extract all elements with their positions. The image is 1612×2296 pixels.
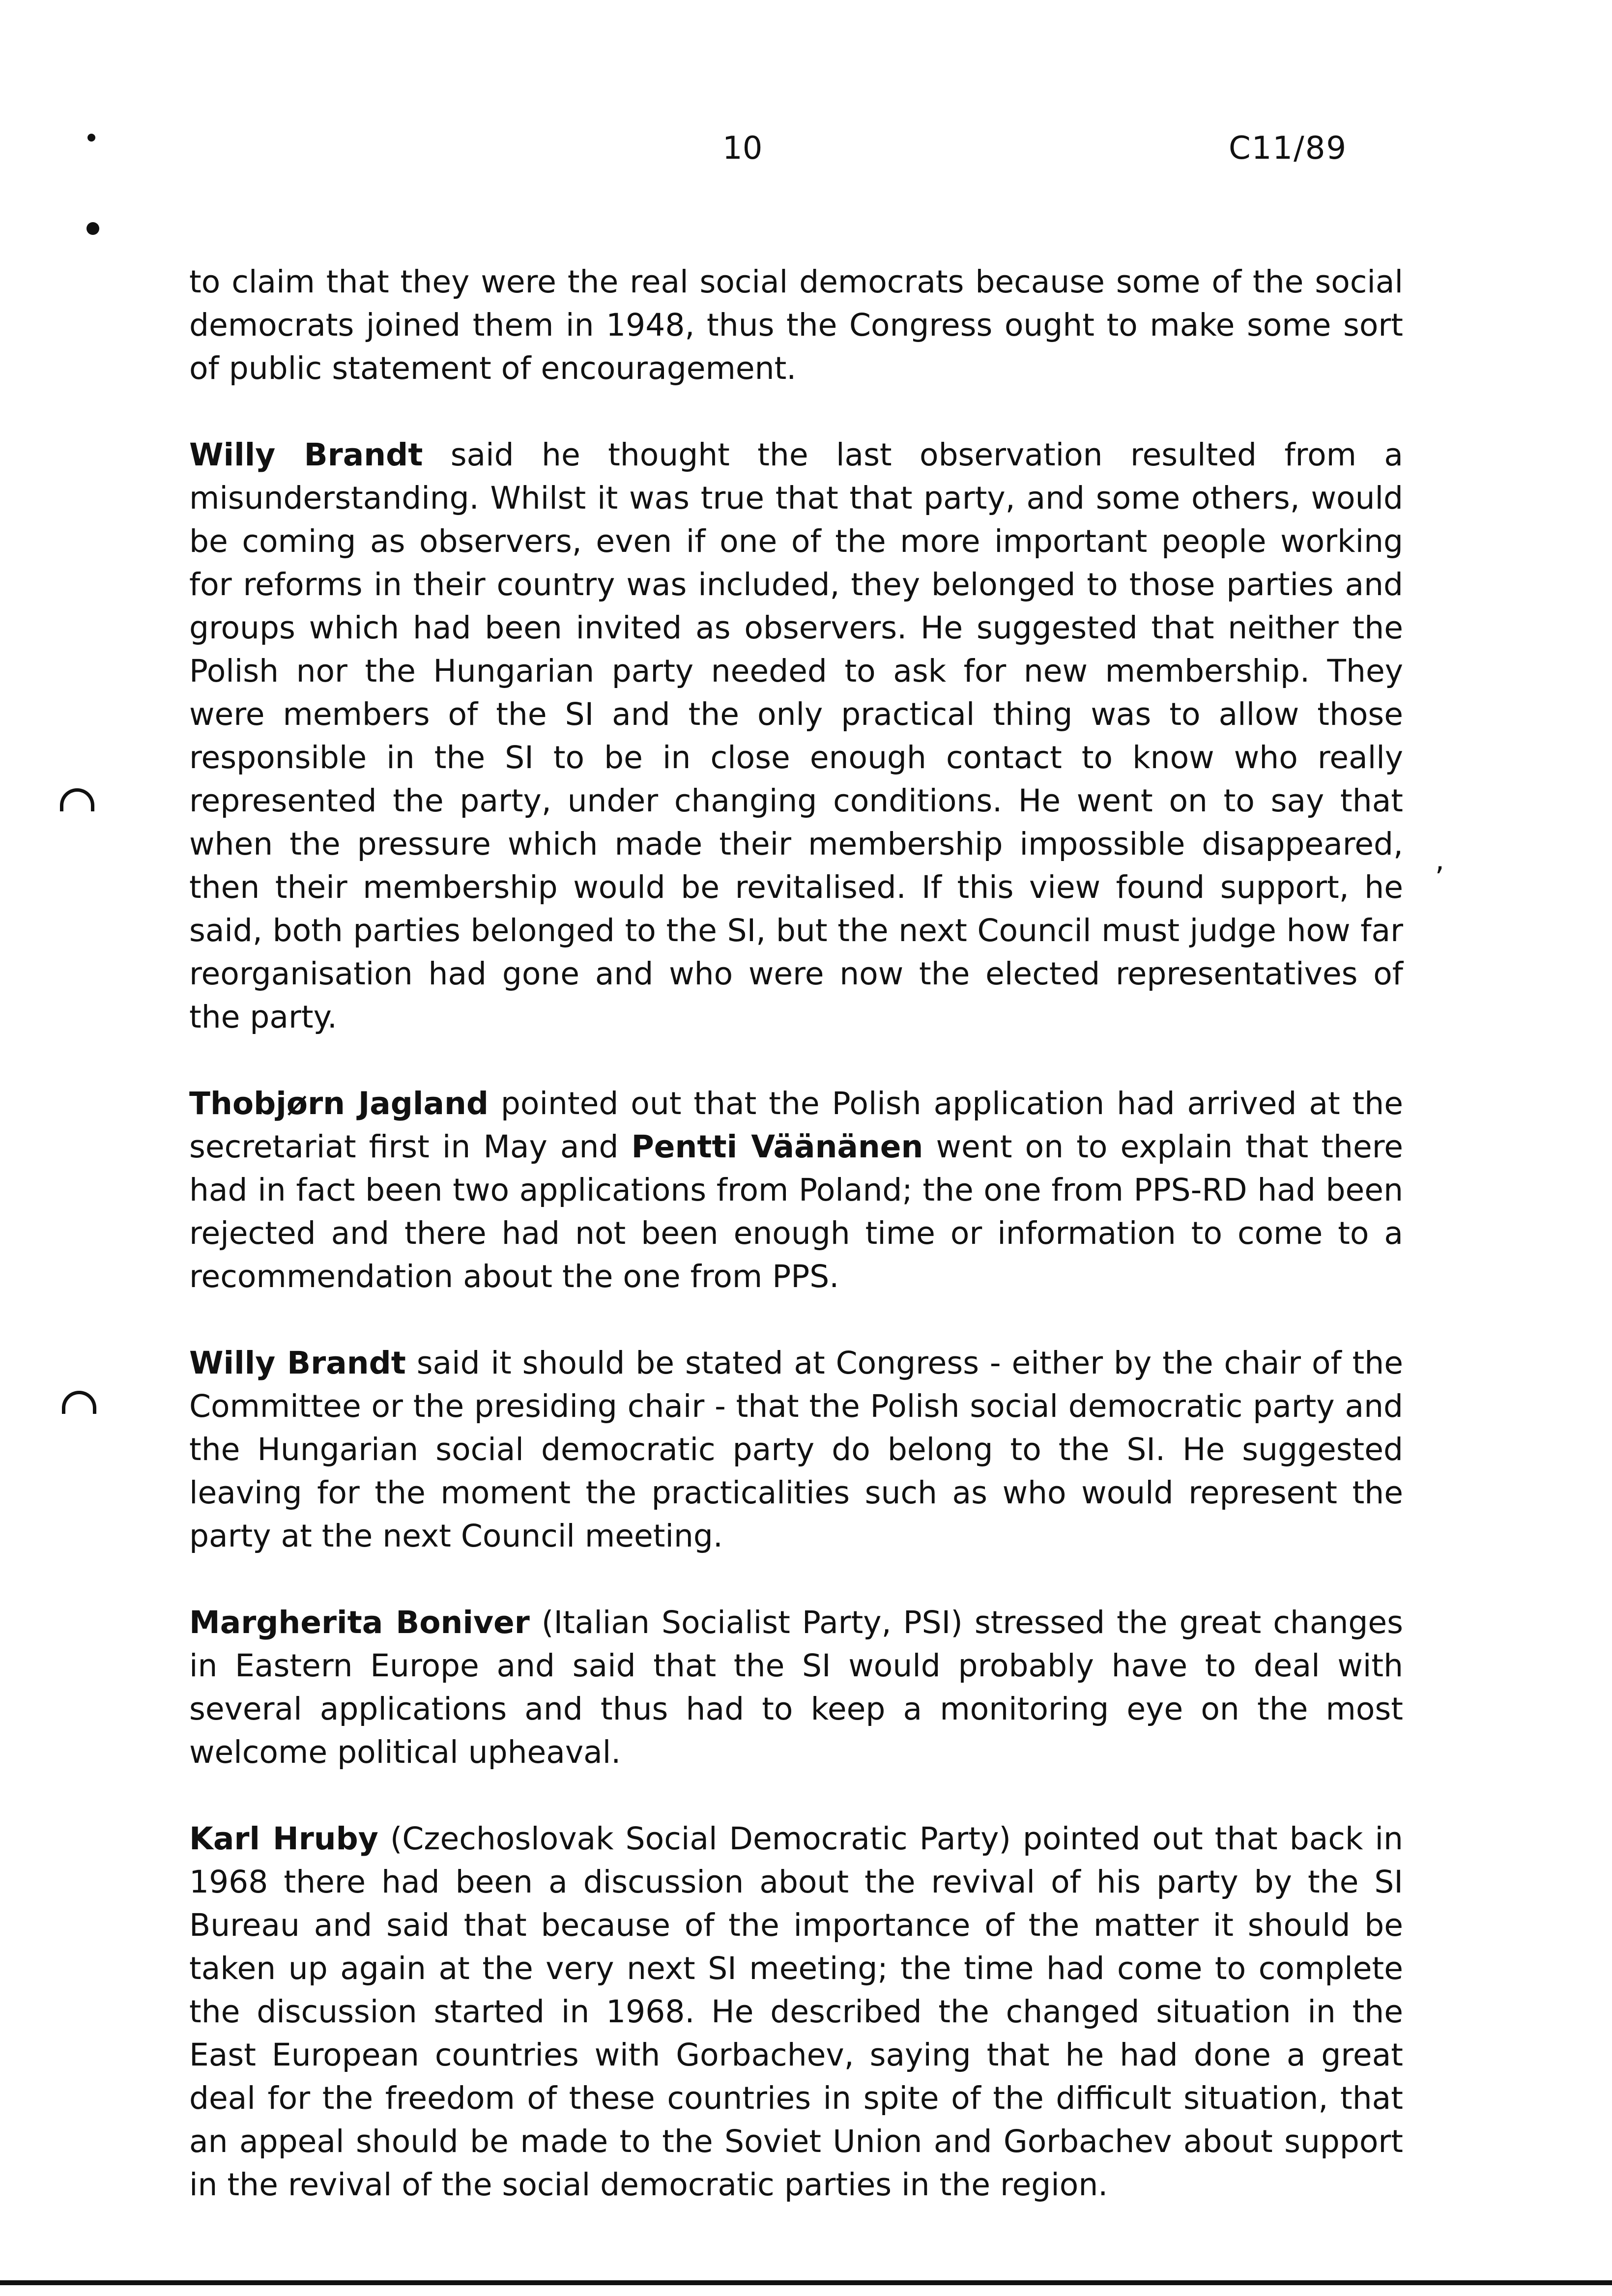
margin-arc-upper xyxy=(60,788,94,811)
paragraph-brandt-1 xyxy=(189,433,1403,1039)
margin-dot-top xyxy=(87,134,95,142)
page-number: 10 xyxy=(722,130,763,167)
paragraph-text: said it should be stated at Congress - either by the chair of the Committee or the presiding chair - that the Polish social democratic party and the Hungarian social democratic party do belong to the SI. He suggested leaving for the moment the practicalities such as who would represent the party at the next Council meeting. xyxy=(189,1345,1403,1554)
margin-arc-lower xyxy=(62,1391,96,1414)
paragraph-text: pointed out that the Polish application had arrived at the secretariat first in May and xyxy=(189,1086,1403,1165)
minutes-body xyxy=(189,260,1403,2250)
paragraph-hruby xyxy=(189,1817,1403,2207)
speaker-name: Margherita Boniver xyxy=(189,1605,530,1640)
document-reference: C11/89 xyxy=(1229,130,1348,167)
paragraph-text-second: went on to explain that there had in fact been two applications from Poland; the one from PPS-RD had been rejected and there had not been enough time or information to come to a recommendation about the one from PPS. xyxy=(189,1129,1403,1294)
stray-mark: , xyxy=(1435,843,1445,877)
speaker-name: Willy Brandt xyxy=(189,437,423,473)
paragraph-text: (Czechoslovak Social Democratic Party) pointed out that back in 1968 there had been a discussion about the revival of his party by the SI Bureau and said that because of the importance of the matter it should be taken up again at the very next SI meeting; the time had come to complete the discussion started in 1968. He described the changed situation in the East European countries with Gorbachev, saying that he had done a great deal for the freedom of these countries in spite of the difficult situation, that an appeal should be made to the Soviet Union and Gorbachev about support in the revival of the social democratic parties in the region. xyxy=(189,1821,1403,2203)
paragraph-brandt-2 xyxy=(189,1342,1403,1558)
speaker-name-second: Pentti Väänänen xyxy=(631,1129,923,1165)
paragraph-boniver xyxy=(189,1601,1403,1774)
paragraph-continuation xyxy=(189,260,1403,390)
bottom-scan-edge xyxy=(0,2280,1612,2285)
paragraph-text: said he thought the last observation resulted from a misunderstanding. Whilst it was true that that party, and some others, would be coming as observers, even if one of the more important people working for reforms in their country was included, they belonged to those parties and groups which had been invited as observers. He suggested that neither the Polish nor the Hungarian party needed to ask for new membership. They were members of the SI and the only practical thing was to allow those responsible in the SI to be in close enough contact to know who really represented the party, under changing conditions. He went on to say that when the pressure which made their membership impossible disappeared, then their membership would be revitalised. If this view found support, he said, both parties belonged to the SI, but the next Council must judge how far reorganisation had gone and who were now the elected representatives of the party. xyxy=(189,437,1403,1035)
paragraph-text: to claim that they were the real social democrats because some of the social democrats joined them in 1948, thus the Congress ought to make some sort of public statement of encouragement. xyxy=(189,264,1403,386)
speaker-name: Karl Hruby xyxy=(189,1821,378,1857)
paragraph-jagland xyxy=(189,1082,1403,1298)
speaker-name: Thobjørn Jagland xyxy=(189,1086,489,1121)
paragraph-text: (Italian Socialist Party, PSI) stressed the great changes in Eastern Europe and said that the SI would probably have to deal with several applications and thus had to keep a monitoring eye on the most welcome political upheaval. xyxy=(189,1605,1403,1770)
margin-dot-bottom xyxy=(86,222,99,235)
speaker-name: Willy Brandt xyxy=(189,1345,406,1381)
